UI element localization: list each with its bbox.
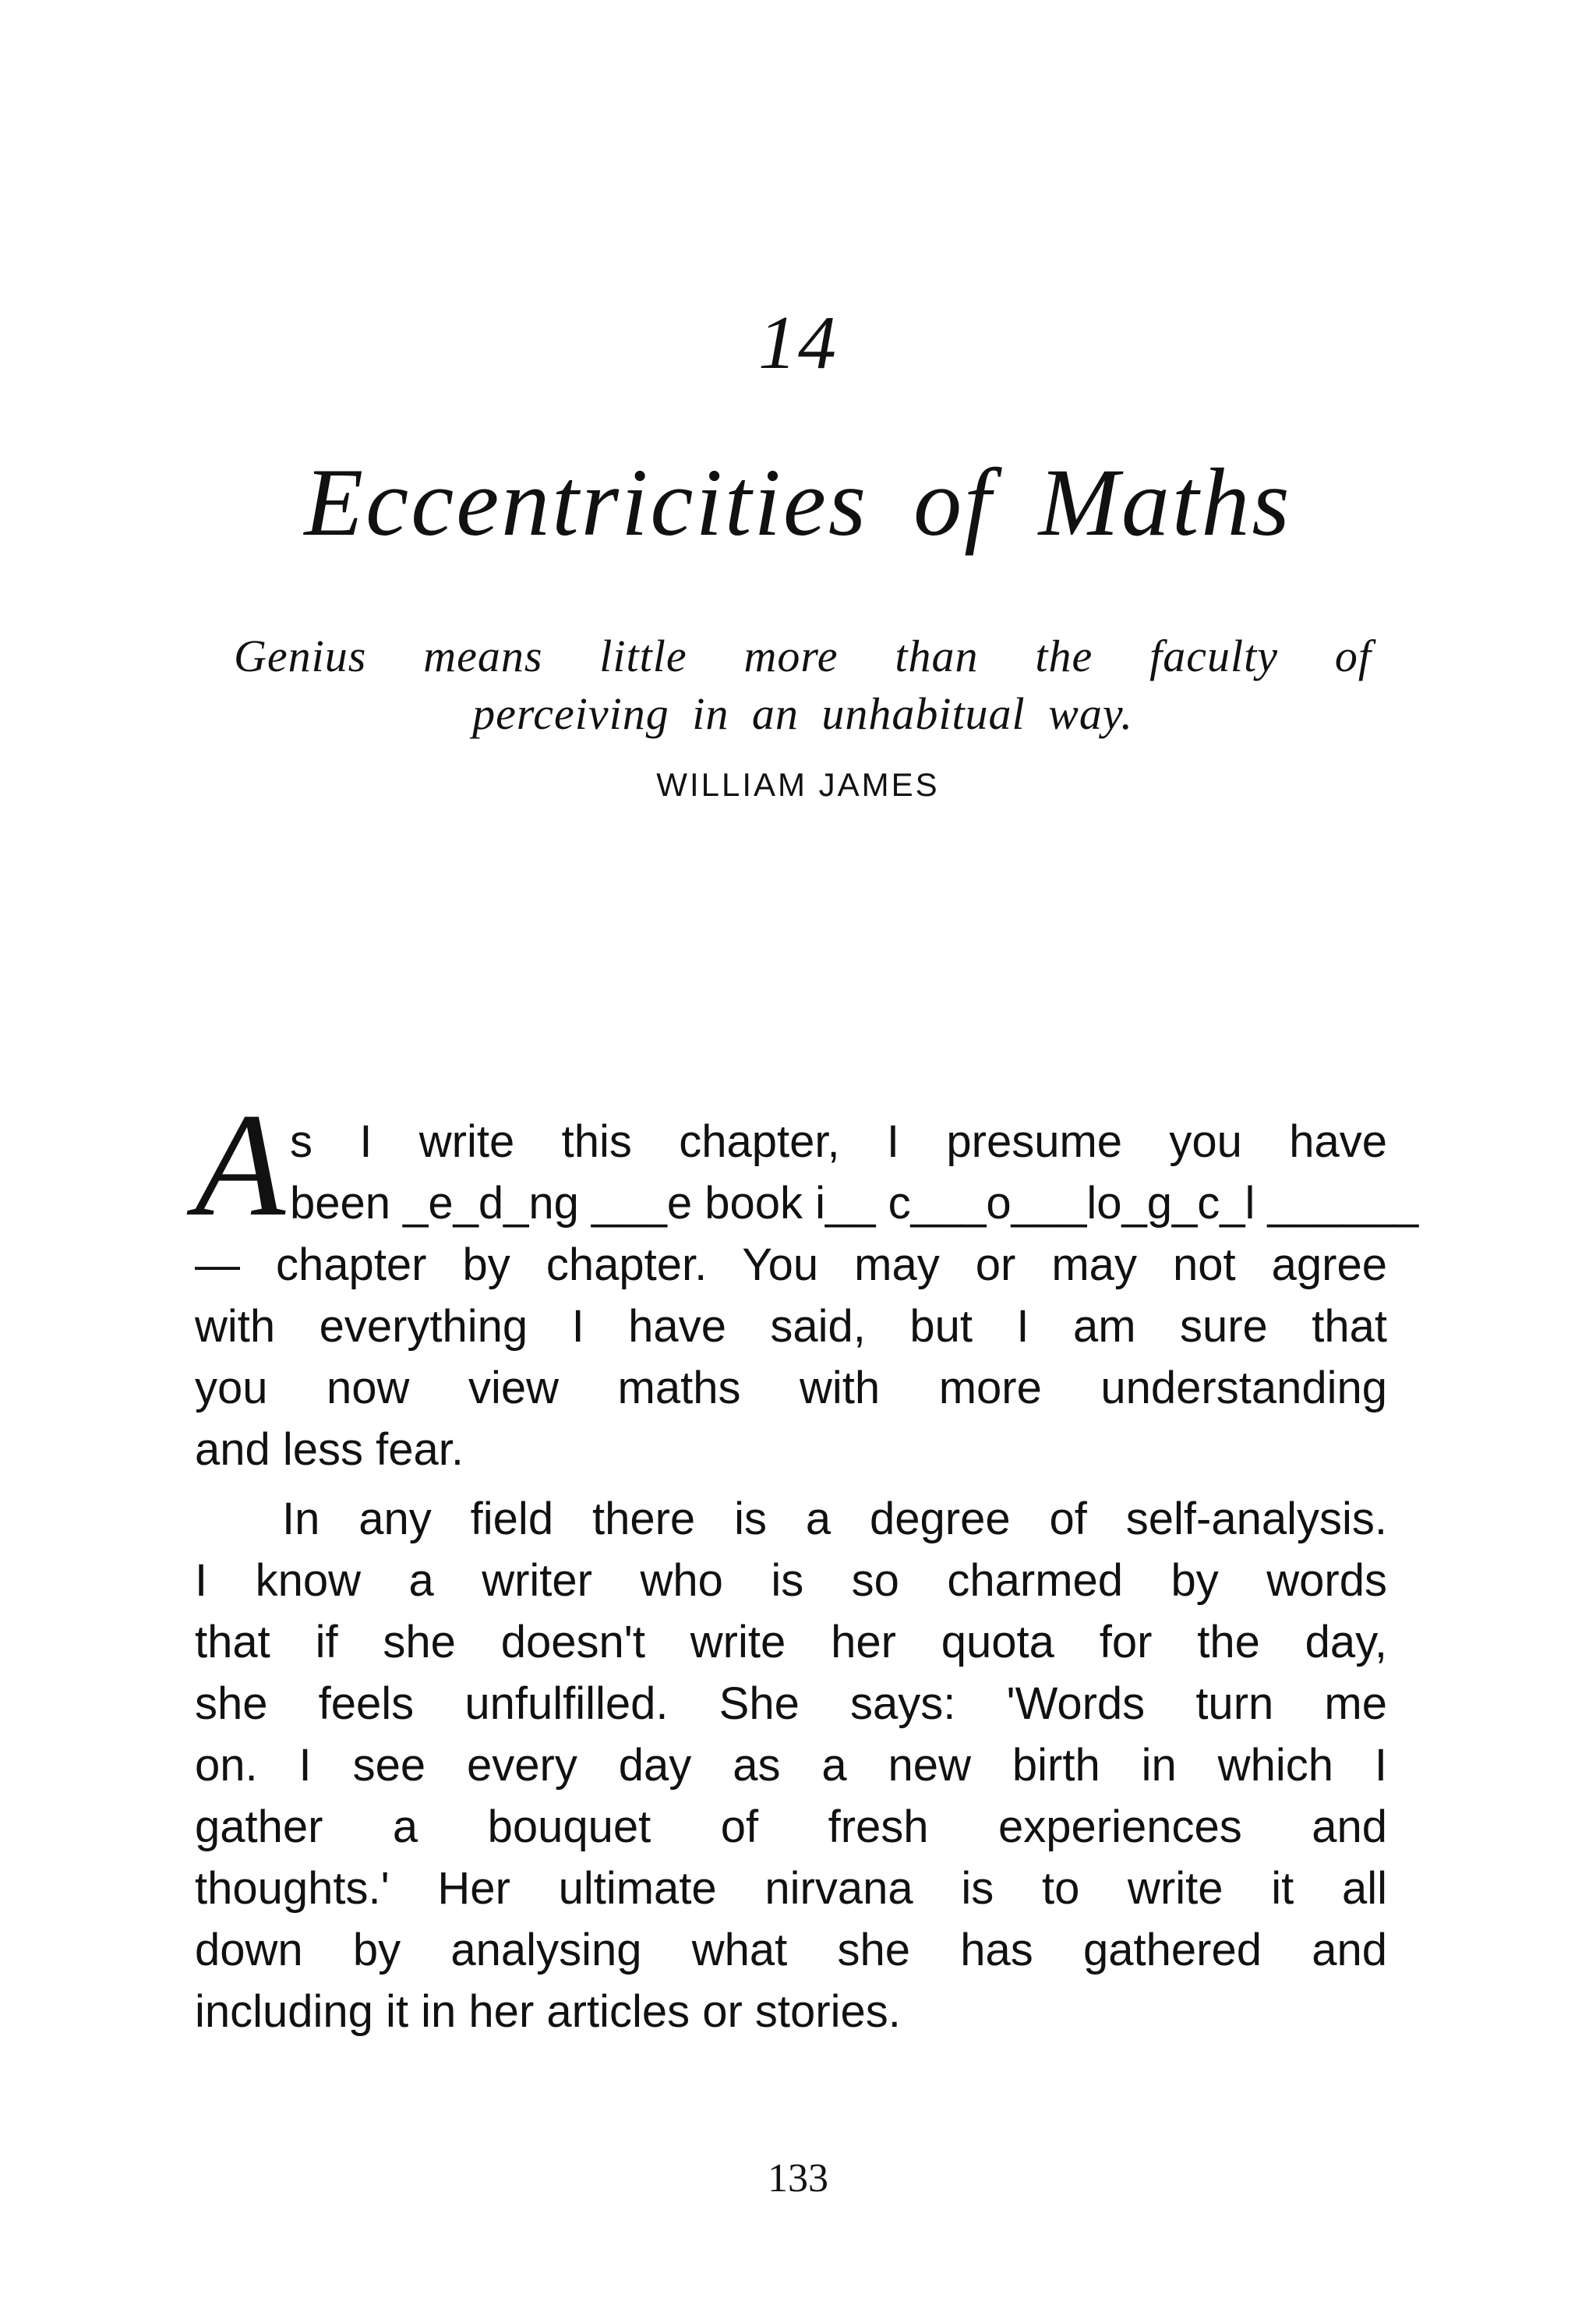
paragraph-line: and less fear. [195, 1424, 464, 1475]
paragraph-line: that if she doesn't write her quota for the day, [195, 1617, 1387, 1667]
paragraph-line: including it in her articles or stories. [195, 1986, 901, 2037]
paragraph-line: with everything I have said, but I am sure that [195, 1301, 1387, 1352]
paragraph-line: gather a bouquet of fresh experiences and [195, 1801, 1387, 1852]
paragraph-line: thoughts.' Her ultimate nirvana is to write it all [195, 1863, 1387, 1914]
paragraph-line: s I write this chapter, I presume you have [290, 1116, 1387, 1167]
paragraph-2 [195, 1488, 1387, 2042]
drop-cap-container [195, 1084, 286, 1247]
chapter-title: Eccentricities of Maths [304, 449, 1292, 556]
paragraph-line-garbled: been _e_d_ng ___e book i__ c___o___lo_g_c_l ______ [290, 1178, 1419, 1229]
paragraph-line: In any field there is a degree of self-analysis. [282, 1494, 1387, 1544]
paragraph-line: down by analysing what she has gathered and [195, 1925, 1387, 1975]
paragraph-1-opening [290, 1111, 1419, 1234]
paragraph-line: I know a writer who is so charmed by words [195, 1555, 1387, 1606]
epigraph-line: perceiving in an unhabitual way. [472, 688, 1133, 739]
paragraph-line: you now view maths with more understanding [195, 1363, 1387, 1413]
epigraph-quote [234, 628, 1372, 743]
epigraph-author: WILLIAM JAMES [656, 766, 940, 803]
epigraph-line: Genius means little more than the faculty of [234, 631, 1372, 681]
paragraph-line: — chapter by chapter. You may or may not agree [195, 1239, 1387, 1290]
body-text [195, 1234, 1387, 2042]
paragraph-line: she feels unfulfilled. She says: 'Words turn me [195, 1678, 1387, 1729]
drop-cap: A [195, 1084, 286, 1247]
page-number: 133 [768, 2156, 828, 2201]
chapter-number: 14 [758, 301, 838, 385]
paragraph-line: on. I see every day as a new birth in which I [195, 1740, 1387, 1791]
